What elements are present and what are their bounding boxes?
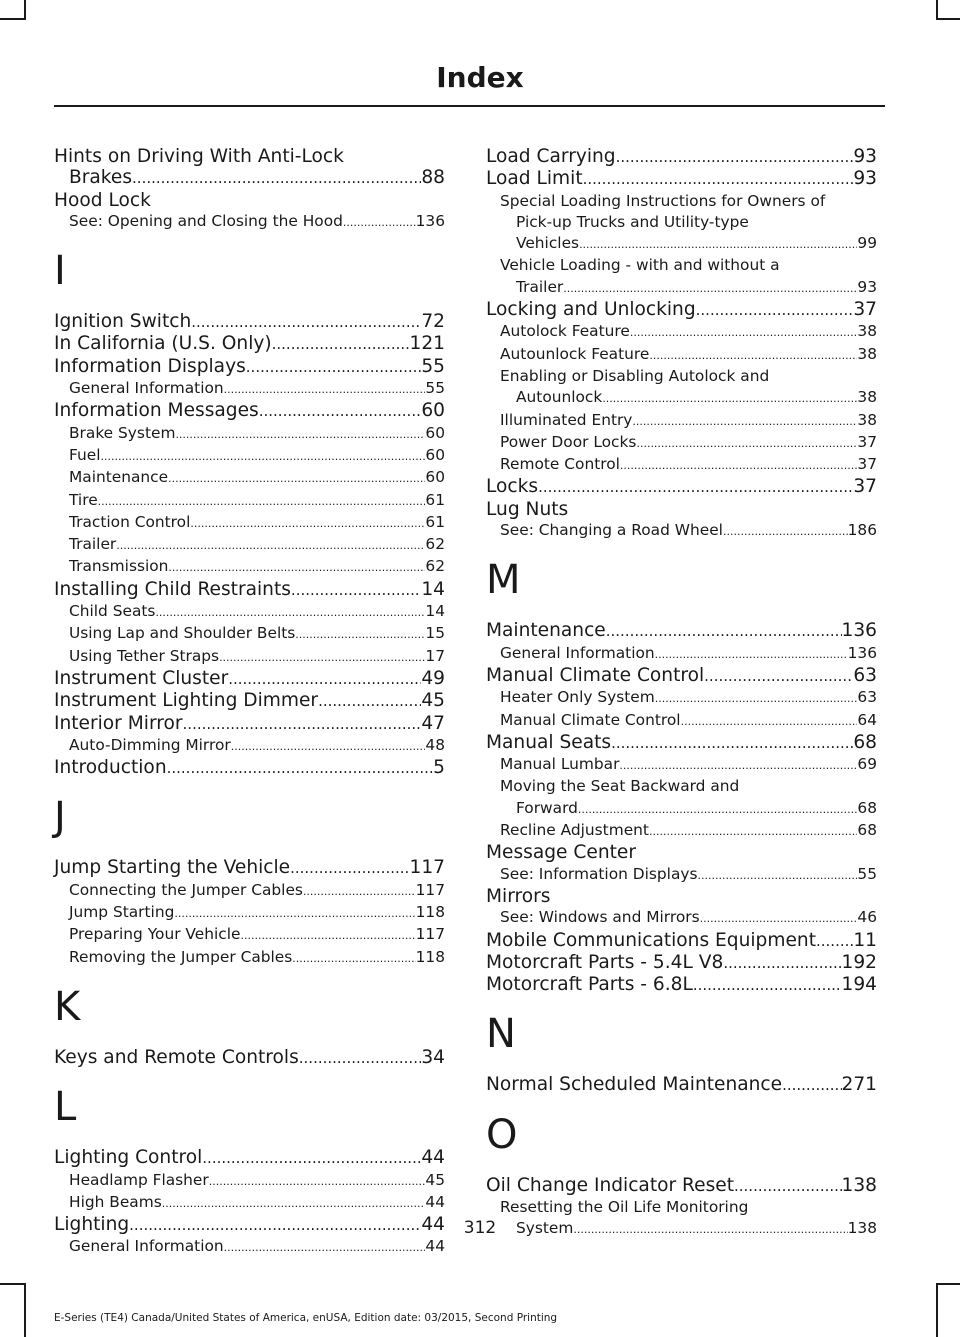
page-title: Index bbox=[436, 61, 524, 94]
dot-leader bbox=[579, 234, 857, 255]
index-entry bbox=[486, 842, 877, 863]
index-entry bbox=[486, 620, 877, 642]
index-subentry bbox=[486, 432, 877, 454]
index-page-number: 45 bbox=[421, 690, 445, 712]
index-subentry bbox=[54, 423, 445, 445]
index-subentry bbox=[486, 321, 877, 343]
index-entry-text: Maintenance bbox=[69, 468, 169, 487]
index-entry bbox=[486, 499, 877, 520]
index-entry bbox=[54, 579, 445, 601]
dot-leader bbox=[295, 624, 425, 645]
index-entry-text: Load Carrying bbox=[486, 146, 616, 167]
index-entry bbox=[486, 952, 877, 974]
index-page-number: 136 bbox=[841, 620, 877, 642]
crop-mark bbox=[24, 0, 26, 20]
index-entry-text: Autolock Feature bbox=[500, 322, 630, 341]
index-subentry bbox=[486, 643, 877, 665]
dot-leader bbox=[209, 1171, 426, 1192]
index-page-number: 49 bbox=[421, 667, 445, 689]
index-page-number: 68 bbox=[857, 798, 877, 817]
index-subentry bbox=[54, 467, 445, 489]
dot-leader bbox=[202, 1148, 421, 1169]
index-subentry bbox=[486, 410, 877, 432]
index-subentry bbox=[486, 710, 877, 732]
dot-leader bbox=[272, 334, 410, 355]
index-entry-text: Illuminated Entry bbox=[500, 410, 633, 429]
index-page-number: 136 bbox=[847, 643, 877, 662]
index-entry bbox=[486, 930, 877, 952]
dot-leader bbox=[700, 908, 858, 929]
dot-leader bbox=[704, 666, 853, 687]
dot-leader bbox=[649, 345, 857, 366]
index-page-number: 62 bbox=[425, 535, 445, 554]
index-page-number: 93 bbox=[853, 168, 877, 190]
index-subentry bbox=[54, 735, 445, 757]
index-subentry bbox=[486, 454, 877, 476]
index-entry-text: Brakes bbox=[69, 167, 133, 189]
index-entry-text: Jump Starting bbox=[69, 903, 175, 922]
index-page-number: 61 bbox=[425, 490, 445, 509]
dot-leader bbox=[816, 931, 853, 952]
index-entry bbox=[486, 168, 877, 190]
crop-mark bbox=[936, 18, 960, 20]
index-entry-text: Lug Nuts bbox=[486, 498, 569, 520]
index-entry bbox=[54, 146, 445, 190]
dot-leader bbox=[636, 433, 857, 454]
index-page-number: 93 bbox=[853, 146, 877, 167]
index-page-number: 64 bbox=[857, 710, 877, 729]
index-page-number: 138 bbox=[841, 1174, 877, 1196]
index-entry bbox=[54, 713, 445, 735]
index-section-letter: J bbox=[54, 794, 66, 841]
dot-leader bbox=[175, 424, 425, 445]
index-entry-text: Manual Climate Control bbox=[500, 710, 681, 729]
index-entry-text: Motorcraft Parts - 5.4L V8 bbox=[486, 951, 724, 973]
index-entry-text: Vehicles bbox=[516, 234, 580, 253]
index-entry bbox=[54, 668, 445, 690]
index-entry-text: Information Messages bbox=[54, 400, 259, 422]
index-entry-text: Forward bbox=[516, 798, 578, 817]
index-entry-text: Manual Seats bbox=[486, 731, 612, 753]
index-page-number: 60 bbox=[425, 468, 445, 487]
dot-leader bbox=[578, 799, 858, 820]
index-entry-text: Hood Lock bbox=[54, 189, 151, 211]
dot-leader bbox=[183, 714, 422, 735]
index-page-number: 55 bbox=[421, 355, 445, 377]
index-page-number: 14 bbox=[421, 578, 445, 600]
index-page-number: 61 bbox=[425, 512, 445, 531]
index-entry-text: Traction Control bbox=[69, 512, 191, 531]
index-subentry bbox=[54, 902, 445, 924]
index-subentry bbox=[54, 512, 445, 534]
index-subentry bbox=[486, 344, 877, 366]
index-entry-text: In California (U.S. Only) bbox=[54, 333, 272, 355]
index-page-number: 44 bbox=[425, 1237, 445, 1256]
index-page-number: 138 bbox=[847, 1219, 877, 1238]
index-subentry bbox=[486, 864, 877, 886]
index-entry bbox=[54, 857, 445, 879]
dot-leader bbox=[98, 491, 426, 512]
index-entry-text: Instrument Cluster bbox=[54, 667, 229, 689]
index-subentry bbox=[486, 820, 877, 842]
dot-leader bbox=[630, 322, 858, 343]
index-page-number: 14 bbox=[425, 602, 445, 621]
index-entry bbox=[54, 333, 445, 355]
dot-leader bbox=[782, 1075, 841, 1096]
index-entry bbox=[486, 732, 877, 754]
index-entry-text: Enabling or Disabling Autolock and bbox=[500, 366, 770, 385]
index-entry bbox=[486, 886, 877, 907]
index-entry-text: Moving the Seat Backward and bbox=[500, 777, 740, 796]
index-subentry bbox=[54, 378, 445, 400]
dot-leader bbox=[734, 1176, 842, 1197]
index-entry-text: General Information bbox=[500, 643, 655, 662]
index-entry-text: Child Seats bbox=[69, 602, 156, 621]
dot-leader bbox=[168, 468, 425, 489]
index-entry-text: Motorcraft Parts - 6.8L bbox=[486, 974, 693, 996]
index-subentry bbox=[54, 1192, 445, 1214]
index-entry bbox=[54, 1147, 445, 1169]
dot-leader bbox=[116, 535, 425, 556]
index-page-number: 63 bbox=[853, 664, 877, 686]
index-page-number: 60 bbox=[425, 445, 445, 464]
dot-leader bbox=[155, 602, 425, 623]
crop-mark bbox=[0, 18, 24, 20]
index-page-number: 48 bbox=[425, 735, 445, 754]
dot-leader bbox=[101, 446, 426, 467]
dot-leader bbox=[162, 1193, 426, 1214]
index-entry bbox=[54, 190, 445, 211]
index-page-number: 99 bbox=[857, 234, 877, 253]
index-subentry bbox=[54, 601, 445, 623]
index-entry bbox=[486, 1175, 877, 1197]
index-entry-text: Locking and Unlocking bbox=[486, 299, 696, 321]
dot-leader bbox=[655, 688, 858, 709]
index-entry bbox=[486, 299, 877, 321]
index-subentry bbox=[486, 754, 877, 776]
index-page-number: 72 bbox=[421, 311, 445, 333]
index-entry-text: Pick-up Trucks and Utility-type bbox=[516, 212, 749, 231]
index-entry-text: Remote Control bbox=[500, 455, 620, 474]
index-subentry bbox=[54, 646, 445, 668]
index-page-number: 63 bbox=[857, 688, 877, 707]
index-entry-text: Ignition Switch bbox=[54, 311, 192, 333]
index-page-number: 186 bbox=[847, 521, 877, 540]
index-page-number: 93 bbox=[857, 277, 877, 296]
index-entry-text: See: Information Displays bbox=[500, 864, 698, 883]
index-entry-text: Using Lap and Shoulder Belts bbox=[69, 624, 296, 643]
index-subentry bbox=[54, 1236, 445, 1258]
index-entry bbox=[54, 356, 445, 378]
dot-leader bbox=[606, 621, 842, 642]
index-entry-text: Removing the Jumper Cables bbox=[69, 947, 293, 966]
index-entry-text: Message Center bbox=[486, 842, 636, 864]
dot-leader bbox=[224, 1237, 426, 1258]
dot-leader bbox=[290, 858, 409, 879]
index-entry-text: Jump Starting the Vehicle bbox=[54, 857, 291, 879]
index-subentry bbox=[54, 1170, 445, 1192]
index-subentry bbox=[54, 924, 445, 946]
dot-leader bbox=[693, 975, 842, 996]
index-entry-text: Connecting the Jumper Cables bbox=[69, 880, 303, 899]
index-page-number: 117 bbox=[415, 880, 445, 899]
index-page-number: 15 bbox=[425, 624, 445, 643]
index-page-number: 117 bbox=[409, 857, 445, 879]
crop-mark bbox=[936, 1283, 960, 1285]
index-page-number: 194 bbox=[841, 974, 877, 996]
index-page-number: 38 bbox=[857, 410, 877, 429]
dot-leader bbox=[602, 388, 857, 409]
dot-leader bbox=[174, 903, 415, 924]
index-page-number: 11 bbox=[853, 929, 877, 951]
crop-mark bbox=[936, 0, 938, 20]
index-page-number: 44 bbox=[421, 1147, 445, 1169]
index-entry-text: Tire bbox=[69, 490, 98, 509]
index-page-number: 117 bbox=[415, 925, 445, 944]
index-entry-text: System bbox=[516, 1219, 574, 1238]
dot-leader bbox=[723, 953, 841, 974]
index-entry-text: Autounlock bbox=[516, 388, 603, 407]
index-entry-text: Autounlock Feature bbox=[500, 344, 650, 363]
index-subentry bbox=[54, 947, 445, 969]
crop-mark bbox=[936, 1283, 938, 1337]
index-entry-text: Interior Mirror bbox=[54, 712, 183, 734]
index-page-number: 37 bbox=[853, 476, 877, 498]
index-entry-text: Introduction bbox=[54, 757, 167, 779]
index-subentry bbox=[486, 191, 877, 256]
dot-leader bbox=[632, 411, 857, 432]
index-entry-text: Trailer bbox=[69, 535, 117, 554]
index-page-number: 271 bbox=[841, 1074, 877, 1096]
index-subentry bbox=[486, 776, 877, 820]
index-entry-text: Heater Only System bbox=[500, 688, 655, 707]
index-subentry bbox=[54, 880, 445, 902]
dot-leader bbox=[611, 733, 853, 754]
index-entry-text: See: Opening and Closing the Hood bbox=[69, 211, 343, 230]
index-page-number: 38 bbox=[857, 322, 877, 341]
index-entry-text: Brake System bbox=[69, 423, 176, 442]
index-entry-text: Preparing Your Vehicle bbox=[69, 925, 241, 944]
index-page-number: 60 bbox=[421, 400, 445, 422]
index-entry-text: Fuel bbox=[69, 445, 101, 464]
index-subentry bbox=[486, 520, 877, 542]
index-entry bbox=[54, 1047, 445, 1069]
index-entry-text: Oil Change Indicator Reset bbox=[486, 1174, 734, 1196]
dot-leader bbox=[723, 521, 848, 542]
dot-leader bbox=[228, 669, 421, 690]
index-entry-text: Manual Climate Control bbox=[486, 664, 705, 686]
dot-leader bbox=[240, 925, 415, 946]
index-column-left bbox=[54, 146, 445, 1259]
index-page-number: 37 bbox=[857, 455, 877, 474]
index-section-letter: K bbox=[54, 983, 81, 1030]
dot-leader bbox=[219, 647, 425, 668]
index-page-number: 88 bbox=[421, 167, 445, 189]
index-entry-text: Headlamp Flasher bbox=[69, 1170, 209, 1189]
index-page-number: 44 bbox=[421, 1214, 445, 1236]
index-entry bbox=[54, 400, 445, 422]
index-entry bbox=[486, 1074, 877, 1096]
dot-leader bbox=[696, 300, 854, 321]
index-subentry bbox=[486, 366, 877, 410]
dot-leader bbox=[167, 758, 434, 779]
index-subentry bbox=[486, 907, 877, 929]
index-section-letter: N bbox=[486, 1011, 516, 1058]
index-page-number: 44 bbox=[425, 1192, 445, 1211]
index-entry-text: Mobile Communications Equipment bbox=[486, 929, 816, 951]
index-subentry bbox=[54, 534, 445, 556]
index-entry bbox=[486, 146, 877, 168]
index-page-number: 68 bbox=[853, 731, 877, 753]
index-entry-text: Installing Child Restraints bbox=[54, 578, 291, 600]
index-entry-text: Trailer bbox=[516, 277, 564, 296]
index-page-number: 69 bbox=[857, 755, 877, 774]
index-page-number: 5 bbox=[433, 757, 445, 779]
index-entry-text: Keys and Remote Controls bbox=[54, 1046, 299, 1068]
index-section-letter: O bbox=[486, 1111, 518, 1158]
index-subentry bbox=[54, 556, 445, 578]
index-page-number: 45 bbox=[425, 1170, 445, 1189]
index-entry bbox=[54, 757, 445, 779]
index-column-right bbox=[486, 146, 877, 1241]
index-page-number: 60 bbox=[425, 423, 445, 442]
index-page-number: 46 bbox=[857, 908, 877, 927]
index-entry-text: Locks bbox=[486, 476, 539, 498]
index-section-letter: M bbox=[486, 557, 521, 604]
dot-leader bbox=[655, 644, 848, 665]
index-entry-text: Hints on Driving With Anti-Lock bbox=[54, 146, 344, 167]
index-entry-text: Transmission bbox=[69, 557, 169, 576]
index-entry-text: See: Changing a Road Wheel bbox=[500, 521, 723, 540]
index-subentry bbox=[54, 490, 445, 512]
title-rule bbox=[54, 105, 885, 107]
index-entry-text: Information Displays bbox=[54, 355, 246, 377]
dot-leader bbox=[649, 821, 857, 842]
index-page-number: 17 bbox=[425, 646, 445, 665]
dot-leader bbox=[132, 168, 421, 189]
index-subentry bbox=[54, 623, 445, 645]
index-entry-text: Mirrors bbox=[486, 885, 551, 907]
index-entry-text: Auto-Dimming Mirror bbox=[69, 735, 231, 754]
index-subentry bbox=[486, 687, 877, 709]
index-page-number: 34 bbox=[421, 1046, 445, 1068]
index-entry-text: See: Windows and Mirrors bbox=[500, 908, 700, 927]
index-entry-text: General Information bbox=[69, 1237, 224, 1256]
index-page-number: 136 bbox=[415, 211, 445, 230]
index-page-number: 55 bbox=[857, 864, 877, 883]
dot-leader bbox=[563, 278, 857, 299]
index-entry-text: Lighting bbox=[54, 1214, 130, 1236]
index-entry-text: Resetting the Oil Life Monitoring bbox=[500, 1197, 749, 1216]
dot-leader bbox=[616, 147, 854, 168]
index-page-number: 37 bbox=[853, 299, 877, 321]
index-subentry bbox=[54, 211, 445, 233]
index-entry-text: Load Limit bbox=[486, 168, 583, 190]
index-entry-text: Normal Scheduled Maintenance bbox=[486, 1074, 783, 1096]
dot-leader bbox=[224, 379, 426, 400]
dot-leader bbox=[190, 513, 425, 534]
page-number: 312 bbox=[463, 1218, 497, 1238]
footer-edition-text: E-Series (TE4) Canada/United States of America, enUSA, Edition date: 03/2015, Second Printing bbox=[54, 1312, 558, 1324]
index-entry-text: Maintenance bbox=[486, 620, 606, 642]
index-page-number: 38 bbox=[857, 388, 877, 407]
index-page-number: 47 bbox=[421, 712, 445, 734]
index-entry bbox=[54, 311, 445, 333]
index-section-letter: I bbox=[54, 248, 66, 295]
dot-leader bbox=[303, 881, 416, 902]
crop-mark bbox=[0, 1283, 24, 1285]
dot-leader bbox=[619, 755, 857, 776]
index-entry-text: Using Tether Straps bbox=[69, 646, 220, 665]
index-page-number: 62 bbox=[425, 557, 445, 576]
index-page-number: 121 bbox=[409, 333, 445, 355]
dot-leader bbox=[343, 212, 416, 233]
index-page-number: 192 bbox=[841, 951, 877, 973]
dot-leader bbox=[259, 401, 422, 422]
crop-mark bbox=[24, 1283, 26, 1337]
dot-leader bbox=[191, 312, 421, 333]
dot-leader bbox=[246, 357, 422, 378]
index-page-number: 118 bbox=[415, 947, 445, 966]
dot-leader bbox=[299, 1048, 422, 1069]
dot-leader bbox=[231, 736, 426, 757]
index-entry-text: Special Loading Instructions for Owners of bbox=[500, 191, 826, 210]
index-entry-text: General Information bbox=[69, 379, 224, 398]
index-entry-text: Vehicle Loading - with and without a bbox=[500, 256, 780, 275]
dot-leader bbox=[292, 948, 415, 969]
index-entry-text: High Beams bbox=[69, 1192, 162, 1211]
index-entry-text: Power Door Locks bbox=[500, 432, 637, 451]
index-entry-text: Recline Adjustment bbox=[500, 821, 649, 840]
dot-leader bbox=[538, 477, 853, 498]
dot-leader bbox=[583, 169, 854, 190]
index-section-letter: L bbox=[54, 1084, 77, 1131]
dot-leader bbox=[698, 865, 858, 886]
dot-leader bbox=[168, 557, 425, 578]
index-page-number: 38 bbox=[857, 344, 877, 363]
index-entry-text: Lighting Control bbox=[54, 1147, 203, 1169]
index-subentry bbox=[54, 445, 445, 467]
index-subentry bbox=[486, 255, 877, 299]
dot-leader bbox=[620, 455, 857, 476]
index-entry bbox=[486, 665, 877, 687]
index-entry-text: Instrument Lighting Dimmer bbox=[54, 690, 319, 712]
index-entry bbox=[486, 476, 877, 498]
index-entry-text: Manual Lumbar bbox=[500, 755, 620, 774]
index-page-number: 55 bbox=[425, 379, 445, 398]
dot-leader bbox=[318, 691, 421, 712]
index-page-number: 37 bbox=[857, 432, 877, 451]
dot-leader bbox=[681, 711, 858, 732]
dot-leader bbox=[291, 580, 421, 601]
index-entry bbox=[486, 974, 877, 996]
index-page-number: 68 bbox=[857, 821, 877, 840]
index-entry bbox=[54, 690, 445, 712]
index-page-number: 118 bbox=[415, 903, 445, 922]
